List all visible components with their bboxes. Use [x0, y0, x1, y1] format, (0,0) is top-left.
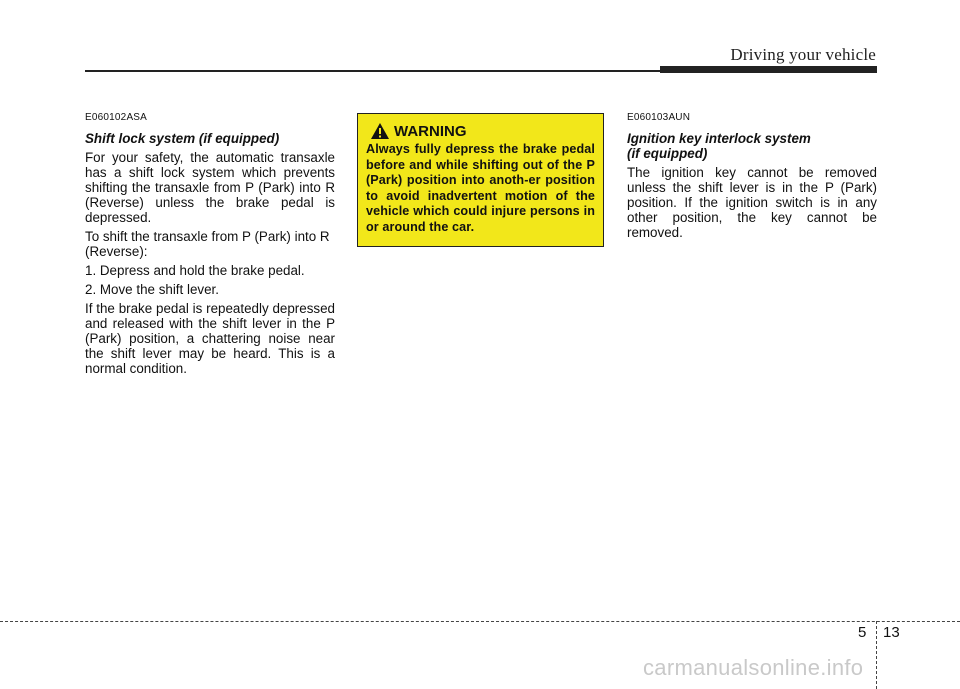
section-heading: Shift lock system (if equipped)	[85, 131, 280, 146]
warning-header	[366, 122, 595, 140]
paragraph: If the brake pedal is repeatedly depressed and released with the shift lever in the P (Park) position, a chattering noise near the shift lever may be heard. This is a normal condition.	[85, 301, 335, 376]
header-rule-thick	[660, 66, 877, 73]
section-heading-line: (if equipped)	[627, 146, 708, 161]
watermark: carmanualsonline.info	[643, 655, 864, 680]
paragraph: The ignition key cannot be removed unless the shift lever is in the P (Park) position. If the ignition switch is in any other position, the key cannot be removed.	[627, 165, 877, 240]
step-item: 2. Move the shift lever.	[85, 282, 219, 297]
paragraph: For your safety, the automatic transaxle has a shift lock system which prevents shifting the transaxle from P (Park) into R (Reverse) unless the brake pedal is depressed.	[85, 150, 335, 225]
header-title: Driving your vehicle	[730, 45, 876, 64]
warning-triangle-icon	[370, 122, 390, 140]
warning-box	[357, 113, 604, 247]
header-rule-thin	[85, 70, 665, 72]
section-heading	[627, 131, 877, 161]
section-heading-line: Ignition key interlock system	[627, 131, 811, 146]
section-code: E060102ASA	[85, 112, 148, 123]
left-column	[85, 110, 335, 380]
right-column	[627, 110, 877, 244]
warning-title: WARNING	[394, 122, 467, 140]
paragraph: To shift the transaxle from P (Park) into R (Reverse):	[85, 229, 330, 259]
section-code: E060103AUN	[627, 112, 691, 123]
footer-rule	[0, 621, 960, 622]
chapter-number: 5	[858, 624, 867, 641]
page-number: 13	[883, 624, 900, 641]
step-item: 1. Depress and hold the brake pedal.	[85, 263, 305, 278]
footer-divider	[876, 621, 877, 689]
warning-text: Always fully depress the brake pedal before and while shifting out of the P (Park) position into anoth-er position to avoid inadvertent motion of the vehicle which could injure persons in or around the car.	[366, 142, 595, 234]
